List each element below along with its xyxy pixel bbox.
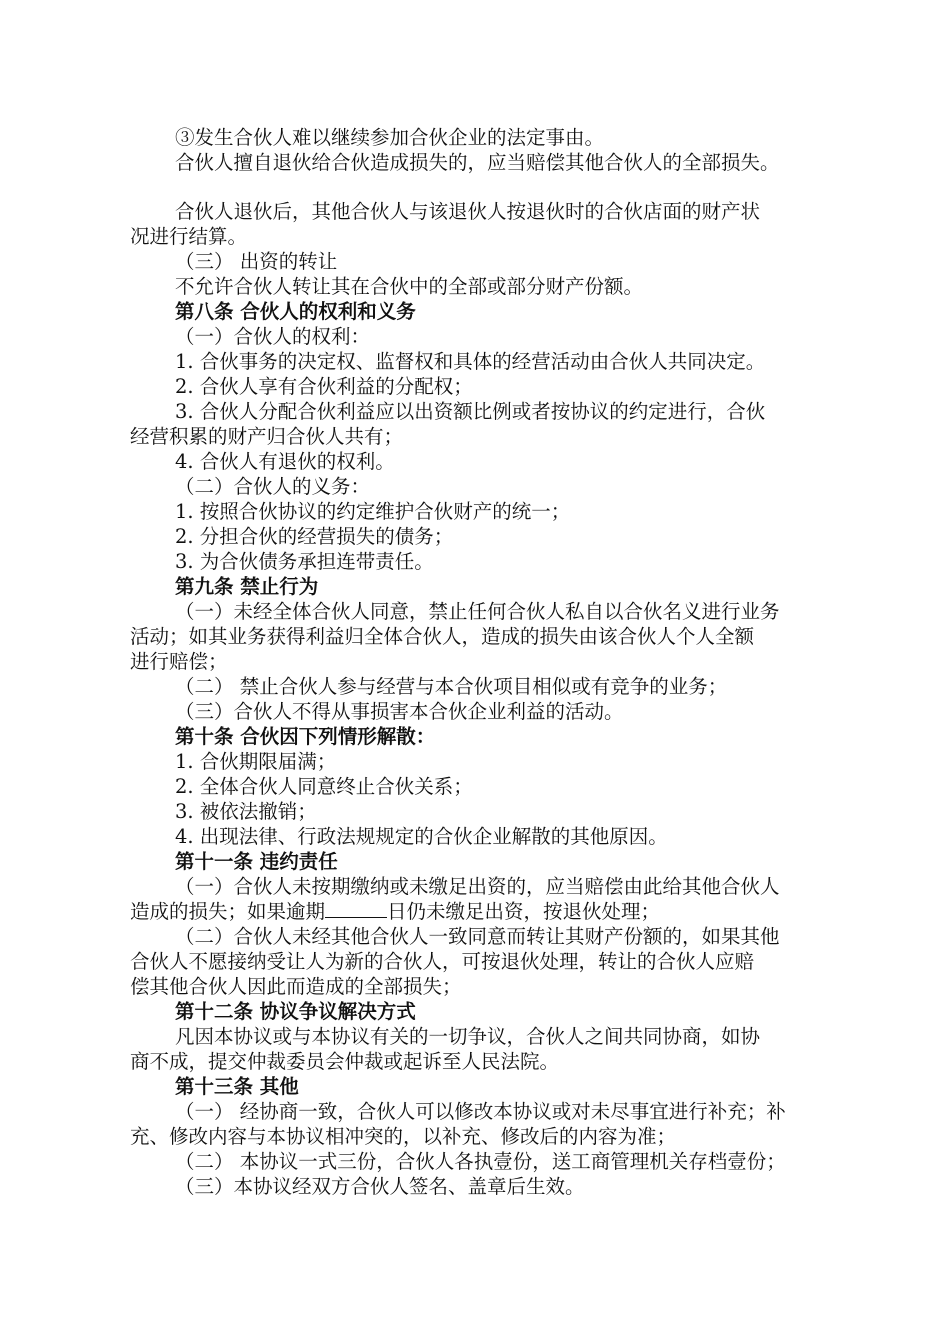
clause-line: 1. 按照合伙协议的约定维护合伙财产的统一；	[175, 500, 571, 523]
clause-line: 经营积累的财产归合伙人共有；	[130, 425, 404, 448]
section-heading: 第十一条 违约责任	[175, 850, 338, 873]
clause-line: 4. 出现法律、行政法规规定的合伙企业解散的其他原因。	[175, 825, 668, 848]
clause-line: （二） 禁止合伙人参与经营与本合伙项目相似或有竞争的业务；	[175, 675, 728, 698]
clause-line: 2. 全体合伙人同意终止合伙关系；	[175, 775, 473, 798]
clause-line: 3. 为合伙债务承担连带责任。	[175, 550, 434, 573]
clause-line: 不允许合伙人转让其在合伙中的全部或部分财产份额。	[175, 275, 644, 298]
clause-text: 日仍未缴足出资，按退伙处理；	[387, 900, 661, 923]
clause-line: （二）合伙人未经其他合伙人一致同意而转让其财产份额的，如果其他	[175, 925, 780, 948]
clause-line: 合伙人擅自退伙给合伙造成损失的，应当赔偿其他合伙人的全部损失。	[175, 151, 780, 174]
clause-line: 合伙人退伙后，其他合伙人与该退伙人按退伙时的合伙店面的财产状	[175, 200, 761, 223]
clause-line: 3. 合伙人分配合伙利益应以出资额比例或者按协议的约定进行，合伙	[175, 400, 766, 423]
fill-in-blank	[325, 899, 387, 918]
section-heading: 第八条 合伙人的权利和义务	[175, 300, 416, 323]
clause-line: 活动；如其业务获得利益归全体合伙人，造成的损失由该合伙人个人全额	[130, 625, 755, 648]
clause-line: 合伙人不愿接纳受让人为新的合伙人，可按退伙处理，转让的合伙人应赔	[130, 950, 755, 973]
clause-text: 造成的损失；如果逾期	[130, 900, 326, 923]
clause-line: 2. 合伙人享有合伙利益的分配权；	[175, 375, 473, 398]
clause-line: （一）合伙人的权利：	[175, 325, 371, 348]
clause-line: （三）合伙人不得从事损害本合伙企业利益的活动。	[175, 700, 624, 723]
clause-line: 1. 合伙期限届满；	[175, 750, 337, 773]
clause-line: 况进行结算。	[130, 225, 248, 248]
clause-line: 进行赔偿；	[130, 650, 228, 673]
clause-line: （一）未经全体合伙人同意，禁止任何合伙人私自以合伙名义进行业务	[175, 600, 780, 623]
clause-line: （一） 经协商一致，合伙人可以修改本协议或对未尽事宜进行补充；补	[175, 1100, 786, 1123]
section-heading: 第九条 禁止行为	[175, 575, 319, 598]
section-heading: 第十二条 协议争议解决方式	[175, 1000, 416, 1023]
clause-line: （二） 本协议一式三份，合伙人各执壹份，送工商管理机关存档壹份；	[175, 1150, 786, 1173]
clause-line: 充、修改内容与本协议相冲突的，以补充、修改后的内容为准；	[130, 1125, 677, 1148]
clause-line: 3. 被依法撤销；	[175, 800, 317, 823]
clause-line: 1. 合伙事务的决定权、监督权和具体的经营活动由合伙人共同决定。	[175, 350, 766, 373]
clause-line: 4. 合伙人有退伙的权利。	[175, 450, 395, 473]
clause-line: ③发生合伙人难以继续参加合伙企业的法定事由。	[175, 126, 605, 149]
clause-line: 商不成，提交仲裁委员会仲裁或起诉至人民法院。	[130, 1050, 560, 1073]
section-heading: 第十三条 其他	[175, 1075, 299, 1098]
clause-line: 偿其他合伙人因此而造成的全部损失；	[130, 975, 462, 998]
clause-line: （三） 出资的转让	[175, 250, 338, 273]
section-heading: 第十条 合伙因下列情形解散：	[175, 725, 436, 748]
clause-line: （二）合伙人的义务：	[175, 475, 371, 498]
clause-line: 2. 分担合伙的经营损失的债务；	[175, 525, 454, 548]
clause-line: （一）合伙人未按期缴纳或未缴足出资的，应当赔偿由此给其他合伙人	[175, 875, 780, 898]
clause-line-with-blank	[130, 899, 660, 924]
clause-line: （三）本协议经双方合伙人签名、盖章后生效。	[175, 1175, 585, 1198]
clause-line: 凡因本协议或与本协议有关的一切争议，合伙人之间共同协商，如协	[175, 1025, 761, 1048]
